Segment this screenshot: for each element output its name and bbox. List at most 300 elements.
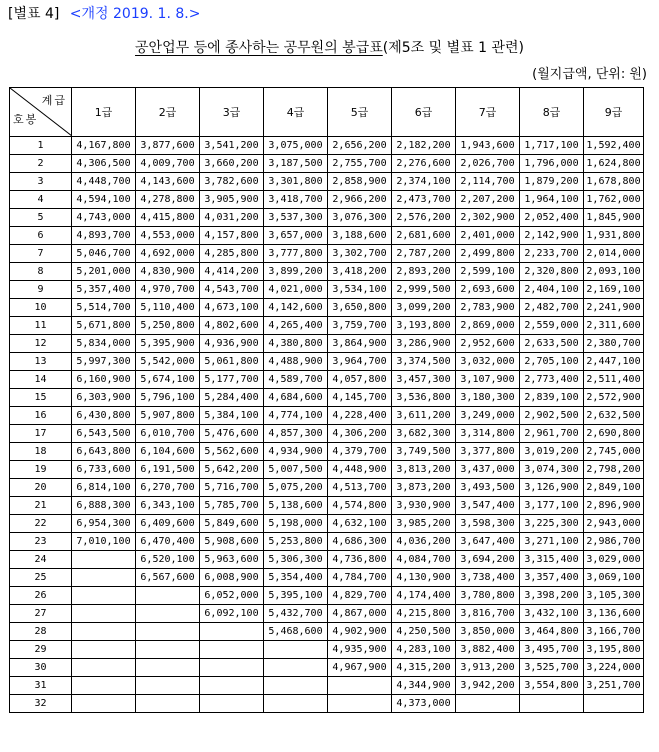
salary-cell: 2,966,200 (328, 191, 392, 209)
salary-cell: 4,448,900 (328, 461, 392, 479)
salary-cell: 3,759,700 (328, 317, 392, 335)
salary-cell: 5,834,000 (72, 335, 136, 353)
revision-note: <개정 2019. 1. 8.> (69, 6, 201, 22)
salary-cell: 3,554,800 (520, 677, 584, 695)
table-row (10, 263, 644, 281)
salary-cell: 1,762,000 (584, 191, 644, 209)
salary-cell: 4,130,900 (392, 569, 456, 587)
salary-cell: 5,250,800 (136, 317, 200, 335)
salary-cell: 4,285,800 (200, 245, 264, 263)
salary-cell (72, 695, 136, 713)
salary-cell: 3,302,700 (328, 245, 392, 263)
salary-cell: 4,415,800 (136, 209, 200, 227)
salary-cell: 2,114,700 (456, 173, 520, 191)
salary-cell: 2,798,200 (584, 461, 644, 479)
salary-cell: 5,997,300 (72, 353, 136, 371)
salary-cell: 2,320,800 (520, 263, 584, 281)
step-cell: 3 (10, 173, 72, 191)
salary-cell: 3,930,900 (392, 497, 456, 515)
salary-cell: 3,314,800 (456, 425, 520, 443)
salary-cell: 3,611,200 (392, 407, 456, 425)
salary-cell: 3,136,600 (584, 605, 644, 623)
salary-cell: 4,673,100 (200, 299, 264, 317)
salary-cell: 5,357,400 (72, 281, 136, 299)
salary-cell: 3,813,200 (392, 461, 456, 479)
salary-cell: 3,224,000 (584, 659, 644, 677)
salary-cell: 2,705,100 (520, 353, 584, 371)
salary-cell (200, 659, 264, 677)
salary-cell: 7,010,100 (72, 533, 136, 551)
salary-cell: 3,249,000 (456, 407, 520, 425)
salary-cell: 4,594,100 (72, 191, 136, 209)
salary-cell (72, 587, 136, 605)
salary-cell: 3,286,900 (392, 335, 456, 353)
salary-cell (72, 641, 136, 659)
table-row (10, 497, 644, 515)
salary-cell: 5,908,600 (200, 533, 264, 551)
salary-cell: 5,177,700 (200, 371, 264, 389)
salary-cell: 2,693,600 (456, 281, 520, 299)
salary-cell: 4,344,900 (392, 677, 456, 695)
salary-cell: 4,488,900 (264, 353, 328, 371)
salary-cell: 2,681,600 (392, 227, 456, 245)
salary-cell: 6,008,900 (200, 569, 264, 587)
salary-cell: 2,599,100 (456, 263, 520, 281)
salary-cell: 6,409,600 (136, 515, 200, 533)
salary-cell: 2,869,000 (456, 317, 520, 335)
salary-cell: 6,430,800 (72, 407, 136, 425)
salary-cell: 5,395,100 (264, 587, 328, 605)
salary-cell: 2,401,000 (456, 227, 520, 245)
corner-grade-label: 계급 (41, 94, 67, 107)
salary-cell: 1,624,800 (584, 155, 644, 173)
salary-cell: 1,717,100 (520, 137, 584, 155)
step-cell: 11 (10, 317, 72, 335)
table-row (10, 173, 644, 191)
salary-cell: 2,052,400 (520, 209, 584, 227)
salary-cell: 3,547,400 (456, 497, 520, 515)
salary-cell: 5,198,000 (264, 515, 328, 533)
salary-cell: 2,902,500 (520, 407, 584, 425)
salary-cell (72, 605, 136, 623)
step-cell: 5 (10, 209, 72, 227)
salary-cell: 4,036,200 (392, 533, 456, 551)
salary-cell: 3,905,900 (200, 191, 264, 209)
salary-cell: 2,169,100 (584, 281, 644, 299)
salary-cell: 4,802,600 (200, 317, 264, 335)
salary-cell: 4,448,700 (72, 173, 136, 191)
step-cell: 21 (10, 497, 72, 515)
salary-cell: 1,796,000 (520, 155, 584, 173)
table-row (10, 677, 644, 695)
salary-cell: 3,019,200 (520, 443, 584, 461)
salary-cell: 1,678,800 (584, 173, 644, 191)
salary-cell: 3,985,200 (392, 515, 456, 533)
salary-cell: 4,250,500 (392, 623, 456, 641)
table-row (10, 389, 644, 407)
table-row (10, 425, 644, 443)
table-row (10, 353, 644, 371)
step-cell: 28 (10, 623, 72, 641)
salary-cell: 4,167,800 (72, 137, 136, 155)
grade-header: 2급 (136, 88, 200, 137)
table-row (10, 371, 644, 389)
salary-cell: 2,755,700 (328, 155, 392, 173)
salary-cell: 1,845,900 (584, 209, 644, 227)
salary-cell: 1,964,100 (520, 191, 584, 209)
salary-cell: 3,076,300 (328, 209, 392, 227)
step-cell: 32 (10, 695, 72, 713)
salary-cell: 4,021,000 (264, 281, 328, 299)
salary-cell: 3,377,800 (456, 443, 520, 461)
table-row (10, 245, 644, 263)
table-header-row (10, 88, 644, 137)
salary-cell: 3,899,200 (264, 263, 328, 281)
salary-cell: 2,787,200 (392, 245, 456, 263)
salary-cell: 3,777,800 (264, 245, 328, 263)
salary-cell: 3,525,700 (520, 659, 584, 677)
salary-cell: 2,896,900 (584, 497, 644, 515)
salary-cell: 6,303,900 (72, 389, 136, 407)
table-row (10, 479, 644, 497)
salary-cell: 4,143,600 (136, 173, 200, 191)
salary-cell: 4,553,000 (136, 227, 200, 245)
salary-cell: 5,849,600 (200, 515, 264, 533)
grade-header: 8급 (520, 88, 584, 137)
salary-cell: 4,743,000 (72, 209, 136, 227)
salary-cell: 1,931,800 (584, 227, 644, 245)
salary-cell: 2,559,000 (520, 317, 584, 335)
salary-cell: 2,241,900 (584, 299, 644, 317)
step-cell: 17 (10, 425, 72, 443)
salary-cell: 2,633,500 (520, 335, 584, 353)
salary-cell: 3,537,300 (264, 209, 328, 227)
salary-cell: 1,879,200 (520, 173, 584, 191)
salary-cell: 2,473,700 (392, 191, 456, 209)
unit-note: (월지급액, 단위: 원) (532, 67, 647, 82)
salary-cell: 2,783,900 (456, 299, 520, 317)
salary-cell: 5,468,600 (264, 623, 328, 641)
salary-cell: 3,864,900 (328, 335, 392, 353)
salary-cell: 3,193,800 (392, 317, 456, 335)
salary-cell: 2,656,200 (328, 137, 392, 155)
salary-cell: 4,306,200 (328, 425, 392, 443)
salary-cell: 6,270,700 (136, 479, 200, 497)
salary-cell: 3,650,800 (328, 299, 392, 317)
salary-cell: 5,253,800 (264, 533, 328, 551)
salary-cell: 4,414,200 (200, 263, 264, 281)
salary-cell (136, 659, 200, 677)
salary-cell: 5,395,900 (136, 335, 200, 353)
salary-cell: 6,104,600 (136, 443, 200, 461)
table-row (10, 605, 644, 623)
salary-cell (200, 695, 264, 713)
step-cell: 4 (10, 191, 72, 209)
salary-cell: 4,589,700 (264, 371, 328, 389)
salary-cell: 2,858,900 (328, 173, 392, 191)
step-cell: 14 (10, 371, 72, 389)
annex-header (8, 4, 200, 24)
salary-cell (136, 587, 200, 605)
salary-cell: 4,373,000 (392, 695, 456, 713)
salary-cell: 3,964,700 (328, 353, 392, 371)
salary-cell: 3,166,700 (584, 623, 644, 641)
table-row (10, 623, 644, 641)
salary-cell: 5,785,700 (200, 497, 264, 515)
salary-cell: 2,632,500 (584, 407, 644, 425)
salary-cell (200, 623, 264, 641)
salary-cell: 3,374,500 (392, 353, 456, 371)
salary-cell: 4,084,700 (392, 551, 456, 569)
salary-cell: 2,690,800 (584, 425, 644, 443)
salary-cell: 4,174,400 (392, 587, 456, 605)
salary-cell: 5,075,200 (264, 479, 328, 497)
salary-cell: 4,632,100 (328, 515, 392, 533)
salary-cell: 2,839,100 (520, 389, 584, 407)
salary-cell: 6,520,100 (136, 551, 200, 569)
step-cell: 18 (10, 443, 72, 461)
salary-cell: 3,534,100 (328, 281, 392, 299)
salary-cell: 3,647,400 (456, 533, 520, 551)
step-cell: 27 (10, 605, 72, 623)
salary-cell: 3,107,900 (456, 371, 520, 389)
salary-cell: 6,954,300 (72, 515, 136, 533)
salary-cell: 5,907,800 (136, 407, 200, 425)
step-cell: 22 (10, 515, 72, 533)
salary-cell (72, 677, 136, 695)
salary-cell: 5,354,400 (264, 569, 328, 587)
table-row (10, 695, 644, 713)
salary-cell: 5,138,600 (264, 497, 328, 515)
salary-cell: 2,404,100 (520, 281, 584, 299)
salary-cell: 5,046,700 (72, 245, 136, 263)
salary-cell: 2,499,800 (456, 245, 520, 263)
salary-cell: 2,572,900 (584, 389, 644, 407)
salary-cell: 3,105,300 (584, 587, 644, 605)
salary-cell (264, 695, 328, 713)
salary-cell: 4,379,700 (328, 443, 392, 461)
salary-cell (136, 641, 200, 659)
salary-cell: 5,007,500 (264, 461, 328, 479)
salary-cell: 2,893,200 (392, 263, 456, 281)
salary-cell: 2,142,900 (520, 227, 584, 245)
salary-cell: 3,177,100 (520, 497, 584, 515)
salary-cell (200, 641, 264, 659)
salary-cell: 2,374,100 (392, 173, 456, 191)
salary-cell: 5,306,300 (264, 551, 328, 569)
table-row (10, 209, 644, 227)
salary-cell: 5,642,200 (200, 461, 264, 479)
salary-cell: 5,716,700 (200, 479, 264, 497)
salary-cell: 6,010,700 (136, 425, 200, 443)
salary-cell: 2,943,000 (584, 515, 644, 533)
corner-header (10, 88, 72, 137)
salary-cell: 4,902,900 (328, 623, 392, 641)
table-row (10, 137, 644, 155)
step-cell: 2 (10, 155, 72, 173)
salary-cell: 4,736,800 (328, 551, 392, 569)
salary-cell: 4,031,200 (200, 209, 264, 227)
salary-cell: 6,643,800 (72, 443, 136, 461)
step-cell: 10 (10, 299, 72, 317)
table-row (10, 569, 644, 587)
salary-cell (584, 695, 644, 713)
salary-cell: 2,026,700 (456, 155, 520, 173)
salary-cell: 5,476,600 (200, 425, 264, 443)
salary-cell: 5,061,800 (200, 353, 264, 371)
salary-cell: 2,576,200 (392, 209, 456, 227)
salary-cell: 6,567,600 (136, 569, 200, 587)
salary-cell: 6,814,100 (72, 479, 136, 497)
salary-cell: 3,913,200 (456, 659, 520, 677)
step-cell: 13 (10, 353, 72, 371)
salary-cell: 3,032,000 (456, 353, 520, 371)
step-cell: 26 (10, 587, 72, 605)
salary-cell: 3,075,000 (264, 137, 328, 155)
salary-cell: 4,380,800 (264, 335, 328, 353)
salary-cell: 5,671,800 (72, 317, 136, 335)
step-cell: 7 (10, 245, 72, 263)
salary-cell (456, 695, 520, 713)
salary-cell: 3,942,200 (456, 677, 520, 695)
salary-cell: 3,315,400 (520, 551, 584, 569)
salary-cell: 3,816,700 (456, 605, 520, 623)
salary-cell: 3,398,200 (520, 587, 584, 605)
grade-header: 3급 (200, 88, 264, 137)
salary-cell: 4,935,900 (328, 641, 392, 659)
salary-cell: 4,893,700 (72, 227, 136, 245)
step-cell: 6 (10, 227, 72, 245)
salary-cell: 3,782,600 (200, 173, 264, 191)
table-row (10, 587, 644, 605)
salary-cell: 2,849,100 (584, 479, 644, 497)
salary-cell: 3,657,000 (264, 227, 328, 245)
table-row (10, 533, 644, 551)
salary-cell (136, 623, 200, 641)
step-cell: 29 (10, 641, 72, 659)
salary-cell: 3,187,500 (264, 155, 328, 173)
salary-cell (328, 677, 392, 695)
table-row (10, 227, 644, 245)
salary-cell: 3,074,300 (520, 461, 584, 479)
salary-cell: 5,542,000 (136, 353, 200, 371)
salary-cell: 4,283,100 (392, 641, 456, 659)
salary-cell: 3,495,700 (520, 641, 584, 659)
salary-cell: 5,384,100 (200, 407, 264, 425)
salary-cell: 5,110,400 (136, 299, 200, 317)
salary-cell: 4,543,700 (200, 281, 264, 299)
salary-cell: 5,284,400 (200, 389, 264, 407)
salary-cell: 2,745,000 (584, 443, 644, 461)
salary-cell: 3,029,000 (584, 551, 644, 569)
salary-cell: 6,092,100 (200, 605, 264, 623)
salary-cell: 3,069,100 (584, 569, 644, 587)
salary-cell: 1,592,400 (584, 137, 644, 155)
salary-cell (264, 641, 328, 659)
step-cell: 25 (10, 569, 72, 587)
salary-cell: 3,877,600 (136, 137, 200, 155)
salary-cell: 4,867,000 (328, 605, 392, 623)
grade-header: 4급 (264, 88, 328, 137)
table-row (10, 659, 644, 677)
step-cell: 12 (10, 335, 72, 353)
salary-cell: 2,986,700 (584, 533, 644, 551)
salary-cell (264, 677, 328, 695)
salary-cell: 2,482,700 (520, 299, 584, 317)
salary-cell: 3,432,100 (520, 605, 584, 623)
salary-cell: 4,157,800 (200, 227, 264, 245)
salary-cell: 4,009,700 (136, 155, 200, 173)
salary-cell: 6,160,900 (72, 371, 136, 389)
salary-cell: 6,343,100 (136, 497, 200, 515)
salary-cell: 5,674,100 (136, 371, 200, 389)
salary-cell: 4,774,100 (264, 407, 328, 425)
salary-cell (72, 659, 136, 677)
salary-cell: 4,278,800 (136, 191, 200, 209)
salary-cell: 3,873,200 (392, 479, 456, 497)
salary-cell: 3,780,800 (456, 587, 520, 605)
salary-cell: 3,180,300 (456, 389, 520, 407)
salary-cell: 3,536,800 (392, 389, 456, 407)
table-row (10, 281, 644, 299)
salary-cell (136, 605, 200, 623)
grade-header: 6급 (392, 88, 456, 137)
salary-cell: 3,301,800 (264, 173, 328, 191)
salary-cell: 2,093,100 (584, 263, 644, 281)
salary-cell: 4,934,900 (264, 443, 328, 461)
grade-header: 1급 (72, 88, 136, 137)
salary-cell: 4,686,300 (328, 533, 392, 551)
title-main: 공안업무 등에 종사하는 공무원의 봉급표 (135, 40, 383, 56)
salary-cell: 2,999,500 (392, 281, 456, 299)
table-row (10, 317, 644, 335)
salary-cell: 4,142,600 (264, 299, 328, 317)
salary-cell: 5,796,100 (136, 389, 200, 407)
salary-cell: 4,265,400 (264, 317, 328, 335)
table-row (10, 443, 644, 461)
table-row (10, 641, 644, 659)
salary-cell: 3,126,900 (520, 479, 584, 497)
step-cell: 8 (10, 263, 72, 281)
salary-cell (136, 695, 200, 713)
salary-cell: 2,233,700 (520, 245, 584, 263)
pay-table (9, 87, 644, 713)
salary-cell: 4,936,900 (200, 335, 264, 353)
salary-cell: 2,380,700 (584, 335, 644, 353)
salary-cell: 4,145,700 (328, 389, 392, 407)
step-cell: 1 (10, 137, 72, 155)
salary-cell: 5,201,000 (72, 263, 136, 281)
salary-cell: 1,943,600 (456, 137, 520, 155)
table-row (10, 515, 644, 533)
step-cell: 20 (10, 479, 72, 497)
salary-cell: 6,470,400 (136, 533, 200, 551)
step-cell: 16 (10, 407, 72, 425)
salary-cell: 5,514,700 (72, 299, 136, 317)
salary-cell: 3,225,300 (520, 515, 584, 533)
salary-cell: 4,513,700 (328, 479, 392, 497)
salary-cell: 3,099,200 (392, 299, 456, 317)
grade-header: 5급 (328, 88, 392, 137)
grade-header: 7급 (456, 88, 520, 137)
salary-cell: 4,574,800 (328, 497, 392, 515)
salary-cell: 2,952,600 (456, 335, 520, 353)
salary-cell: 3,738,400 (456, 569, 520, 587)
grade-header: 9급 (584, 88, 644, 137)
salary-cell: 3,251,700 (584, 677, 644, 695)
salary-cell: 2,511,400 (584, 371, 644, 389)
step-cell: 15 (10, 389, 72, 407)
